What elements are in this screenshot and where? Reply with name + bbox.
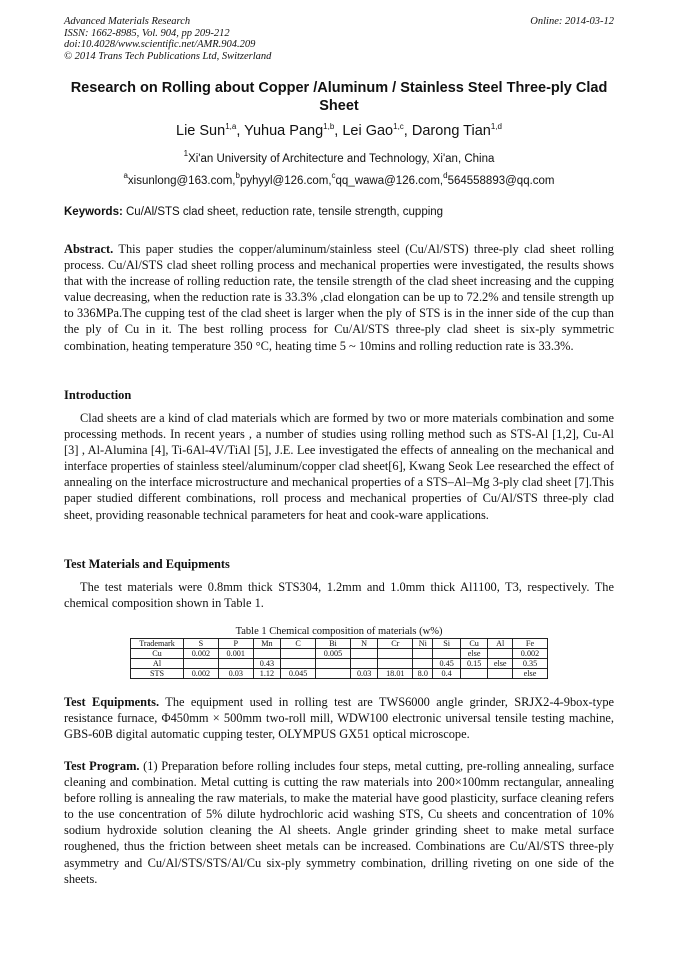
table-cell	[488, 649, 513, 659]
table-cell: 18.01	[378, 669, 413, 679]
table-header-cell: Cu	[460, 639, 488, 649]
affiliation	[64, 149, 614, 165]
author-sup: 1,a	[225, 122, 237, 131]
table-header-cell: Ni	[413, 639, 433, 649]
table-cell: else	[460, 649, 488, 659]
table-cell	[316, 669, 351, 679]
table-cell: 0.045	[281, 669, 316, 679]
program-text: (1) Preparation before rolling includes four steps, metal cutting, pre-rolling annealing, surface cleaning and combination. Metal cutting is cutting the raw materials into 200×100mm rectangular, annealing before rolling is annealing the raw materials, to make the material have good plasticity, surface cleaning refers to the use concentration of 5% dilute hydrochloric acid washing STS, Cu sheets and concentration of 10% sodium hydroxide solution cleaning the Al sheets. Angle grinder grinding sheet to make metal surface roughened, thus the friction between sheet metals can be increased. Combinations are Cu/Al/STS three-ply asymmetry and Cu/Al/STS/STS/Al/Cu six-ply symmetry combination, drilling riveting on one side of the sheets.	[64, 759, 614, 886]
table-cell: 0.001	[218, 649, 253, 659]
table-cell: 8.0	[413, 669, 433, 679]
table-cell	[460, 669, 488, 679]
table-header-cell: Trademark	[131, 639, 184, 649]
paper-title: Research on Rolling about Copper /Aluminum / Stainless Steel Three-ply Clad Sheet	[70, 80, 608, 114]
table-cell: Al	[131, 659, 184, 669]
equipments-paragraph	[64, 694, 614, 742]
table-cell	[413, 659, 433, 669]
abstract-paragraph	[64, 241, 614, 354]
table-header-cell: N	[350, 639, 378, 649]
author-list: Lie Sun$^{1,a}$, Yuhua Pang$^{1,b}$, Lei Gao$^{1,c}$, Darong Tian$^{1,d}$	[176, 122, 502, 139]
table-cell: Cu	[131, 649, 184, 659]
journal-header	[64, 16, 271, 62]
affiliation-sup: 1	[183, 149, 189, 158]
abstract-label: Abstract.	[64, 242, 114, 256]
email-list	[64, 171, 614, 187]
table-cell	[413, 649, 433, 659]
table-cell: 0.002	[184, 669, 219, 679]
table-header-cell: C	[281, 639, 316, 649]
table-header-cell: Mn	[253, 639, 281, 649]
table-header-cell: Bi	[316, 639, 351, 649]
author-name: Lei Gao	[342, 123, 394, 139]
table-cell: 0.002	[184, 649, 219, 659]
email-link[interactable]: qq_wawa@126.com,	[335, 175, 444, 187]
materials-heading: Test Materials and Equipments	[64, 557, 230, 571]
table-caption: Table 1 Chemical composition of materials (w%)	[235, 626, 443, 637]
table-cell: else	[488, 659, 513, 669]
table-cell: 1.12	[253, 669, 281, 679]
email-link[interactable]: pyhyyl@126.com,	[239, 175, 332, 187]
table-cell	[184, 659, 219, 669]
table-header-row	[131, 639, 548, 649]
table-cell: 0.03	[350, 669, 378, 679]
copyright-line: © 2014 Trans Tech Publications Ltd, Switzerland	[64, 50, 272, 62]
table-cell: 0.45	[433, 659, 461, 669]
table-header-cell: Si	[433, 639, 461, 649]
chemical-composition-table	[130, 638, 548, 679]
author-name: Darong Tian	[411, 123, 491, 139]
table-cell	[281, 659, 316, 669]
equipments-text: The equipment used in rolling test are TWS6000 angle grinder, SRJX2-4-9box-type resistance furnace, Φ450mm × 500mm two-roll mill, WDW100 electronic universal tensile testing machine, GBS-60B digital automatic cupping tester, OLYMPUS GX51 optical microscope.	[64, 695, 615, 742]
email-sup: b	[235, 171, 240, 180]
email-sup: d	[443, 171, 448, 180]
table-cell: 0.005	[316, 649, 351, 659]
keywords	[64, 206, 614, 218]
doi-line: doi:10.4028/www.scientific.net/AMR.904.209	[64, 39, 256, 50]
email-link[interactable]: xisunlong@163.com,	[127, 175, 236, 187]
keywords-text: Cu/Al/STS clad sheet, reduction rate, tensile strength, cupping	[126, 206, 444, 218]
journal-name: Advanced Materials Research	[64, 16, 191, 27]
table-cell: 0.15	[460, 659, 488, 669]
program-paragraph	[64, 758, 614, 887]
author-sup: 1,b	[323, 122, 335, 131]
table-cell	[378, 649, 413, 659]
keywords-label: Keywords:	[64, 206, 123, 218]
table-cell	[488, 669, 513, 679]
table-cell: 0.002	[513, 649, 548, 659]
email-link[interactable]: 564558893@qq.com	[447, 175, 555, 187]
table-row	[131, 649, 548, 659]
table-cell: 0.03	[218, 669, 253, 679]
table-cell	[281, 649, 316, 659]
table-cell: 0.43	[253, 659, 281, 669]
table-cell	[350, 649, 378, 659]
table-cell: else	[513, 669, 548, 679]
table-row	[131, 659, 548, 669]
online-date: Online: 2014-03-12	[530, 16, 614, 27]
table-header-cell: P	[218, 639, 253, 649]
table-cell	[378, 659, 413, 669]
table-cell: STS	[131, 669, 184, 679]
table-cell: 0.35	[513, 659, 548, 669]
table-cell	[433, 649, 461, 659]
table-header-cell: S	[184, 639, 219, 649]
abstract-text: This paper studies the copper/aluminum/stainless steel (Cu/Al/STS) three-ply clad sheet rolling process. Cu/Al/STS clad sheet rolling process and mechanical properties were investigated, the results shows that with the increase of rolling reduction rate, the tensile strength of the clad sheet increasing and the cupping value decreasing, when the reduction rate is 33.3% ,clad elongation can be up to 72.2% and tensile strength up to 336MPa.The cupping test of the clad sheet is larger when the ply of STS is in the inner side of the cup than the ply of Cu in it. The best rolling process for Cu/Al/STS three-ply clad sheet is six-ply symmetric combination, heating temperature 350 °C, heating time 5 ~ 10mins and rolling reduction rate is 33.3%.	[64, 242, 614, 353]
table-header-cell: Al	[488, 639, 513, 649]
table-cell	[316, 659, 351, 669]
author-name: Yuhua Pang	[244, 123, 324, 139]
table-header-cell: Cr	[378, 639, 413, 649]
author-sup: 1,c	[393, 122, 404, 131]
materials-paragraph: The test materials were 0.8mm thick STS304, 1.2mm and 1.0mm thick Al1100, T3, respectively. The chemical composition shown in Table 1.	[64, 580, 614, 611]
table-cell: 0.4	[433, 669, 461, 679]
introduction-heading: Introduction	[64, 388, 132, 402]
program-label: Test Program.	[64, 759, 140, 773]
email-sup: a	[123, 171, 128, 180]
table-header-cell: Fe	[513, 639, 548, 649]
affiliation-text: Xi'an University of Architecture and Technology, Xi'an, China	[188, 153, 495, 165]
table-cell	[218, 659, 253, 669]
table-cell	[350, 659, 378, 669]
introduction-paragraph: Clad sheets are a kind of clad materials which are formed by two or more materials combination and some processing methods. In recent years , a number of studies using rolling method such as STS-Al [1,2], Cu-Al [3] , Al-Alumina [4], Ti-6Al-4V/TiAl [5], J.E. Lee investigated the effects of annealing on the mechanical and interface properties of stainless steel/aluminum/copper clad sheet[6], Kwang Seok Lee researched the effect of annealing on the interface microstructure and mechanical properties of a STS–Al–Mg 3-ply clad sheet [7].This paper studied different combinations, roll process and mechanical properties of Cu/Al/STS three-ply clad sheet, providing reasonable technical parameters for heat and cook-ware applications.	[64, 411, 614, 522]
table-row	[131, 669, 548, 679]
author-sup: 1,d	[490, 122, 502, 131]
equipments-label: Test Equipments.	[64, 695, 160, 709]
table-cell	[253, 649, 281, 659]
email-sup: c	[331, 171, 336, 180]
issn-line: ISSN: 1662-8985, Vol. 904, pp 209-212	[64, 27, 230, 39]
author-name: Lie Sun	[176, 123, 226, 139]
